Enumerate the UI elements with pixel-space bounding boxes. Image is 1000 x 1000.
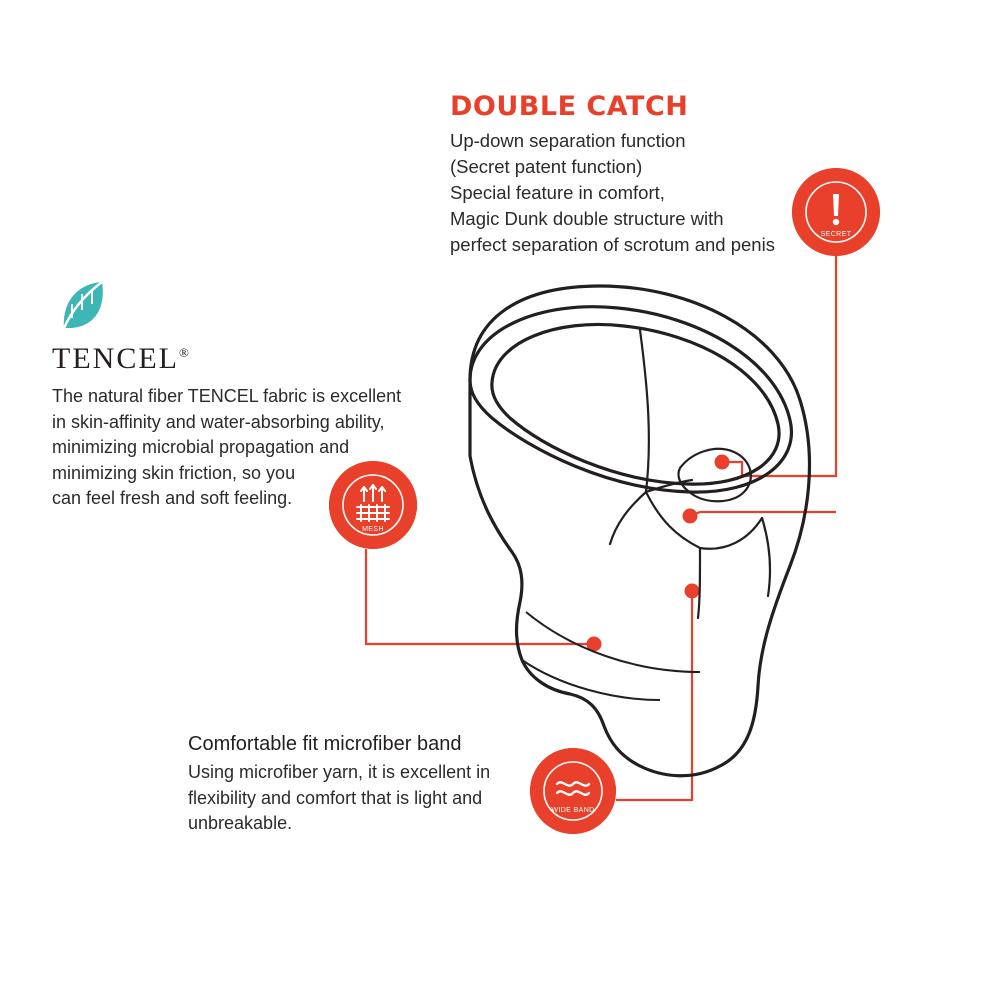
inner-pouch-dot — [683, 509, 698, 524]
badge-breathable-label: MESH — [362, 526, 384, 533]
badge-wide-band-label: WIDE BAND — [551, 807, 595, 814]
waistband-dot — [685, 584, 700, 599]
double-catch-line: Magic Dunk double structure with — [450, 208, 724, 229]
exclamation-mark-icon — [833, 194, 839, 225]
leaf-icon — [52, 276, 114, 338]
tencel-line: minimizing microbial propagation and — [52, 437, 350, 457]
badge-secret — [792, 168, 880, 256]
secret-pouch-dot — [715, 455, 730, 470]
double-catch-line: perfect separation of scrotum and penis — [450, 234, 775, 255]
badge-breathable — [329, 461, 417, 549]
tencel-line: The natural fiber TENCEL fabric is excellent — [52, 386, 402, 406]
badge-secret-label: SECRET — [820, 231, 852, 238]
microfiber-band-line: Using microfiber yarn, it is excellent in — [188, 762, 491, 782]
tencel-wordmark-text: TENCEL — [52, 342, 179, 375]
garment-outer-outline — [470, 286, 809, 776]
tencel-line: can feel fresh and soft feeling. — [52, 488, 293, 508]
microfiber-band-description — [188, 760, 548, 837]
tencel-line: in skin-affinity and water-absorbing ability, — [52, 411, 385, 432]
tencel-wordmark — [52, 342, 442, 376]
waist-opening-outer — [470, 307, 791, 492]
microfiber-band-line: flexibility and comfort that is light and — [188, 787, 483, 808]
double-catch-title: DOUBLE CATCH — [450, 91, 689, 122]
double-catch-line: Up-down separation function — [450, 130, 686, 151]
microfiber-band-line: unbreakable. — [188, 813, 293, 833]
double-catch-line: Special feature in comfort, — [450, 182, 665, 203]
microfiber-band-callout — [188, 730, 548, 837]
tencel-line: minimizing skin friction, so you — [52, 462, 296, 483]
microfiber-band-title: Comfortable fit microfiber band — [188, 733, 462, 755]
double-catch-line: (Secret patent function) — [450, 156, 643, 177]
badge-wide-band — [530, 748, 616, 834]
tencel-registered-mark: ® — [178, 345, 191, 360]
